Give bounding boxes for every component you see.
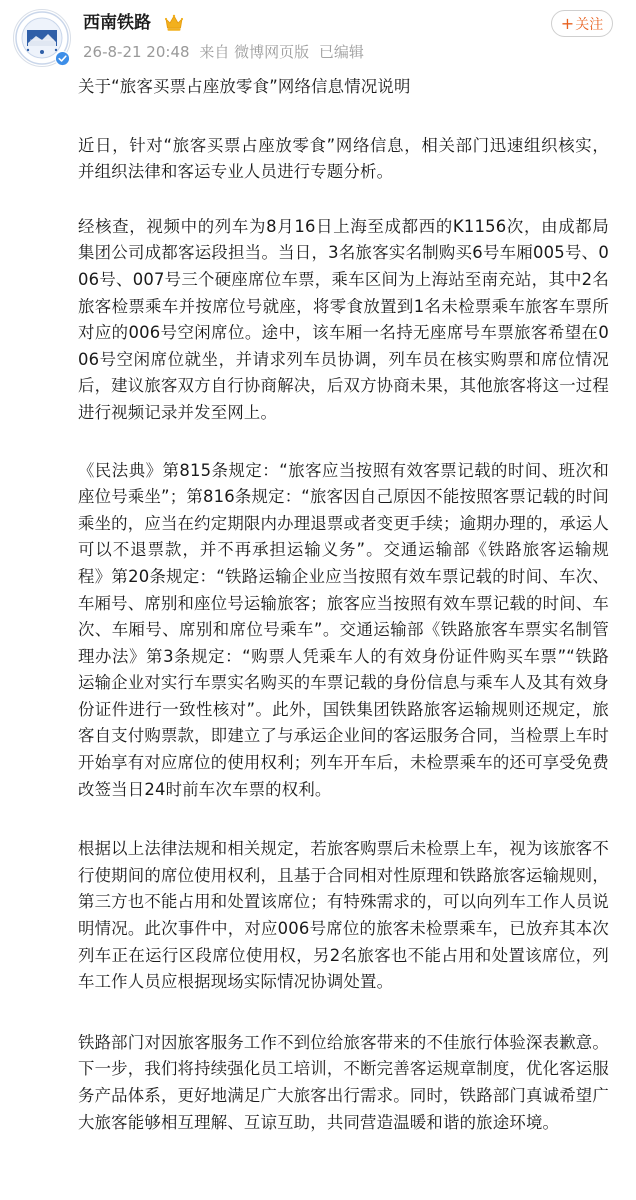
follow-button[interactable]	[551, 10, 613, 37]
crown-vip-icon[interactable]	[163, 13, 185, 33]
article-paragraph: 经核查，视频中的列车为8月16日上海至成都西的K1156次，由成都局集团公司成都客运段担当。当日，3名旅客实名制购买6号车厢005号、006号、007号三个硬座席位车票，乘车区间为上海站至南充站，其中2名旅客检票乘车并按席位号就座，将零食放置到1名未检票乘车旅客车票所对应的006号空闲席位。途中，该车厢一名持无座席号车票旅客希望在006号空闲席位就坐，并请求列车员协调，列车员在核实购票和席位情况后，建议旅客双方自行协商解决，后双方协商未果，其他旅客将这一过程进行视频记录并发至网上。	[78, 216, 609, 422]
article-paragraph: 铁路部门对因旅客服务工作不到位给旅客带来的不佳旅行体验深表歉意。下一步，我们将持续强化员工培训，不断完善客运规章制度，优化客运服务产品体系，更好地满足广大旅客出行需求。同时，铁路部门真诚希望广大旅客能够相互理解、互谅互助，共同营造温暖和谐的旅途环境。	[78, 1032, 609, 1132]
article-paragraph: 根据以上法律法规和相关规定，若旅客购票后未检票上车，视为该旅客不行使期间的席位使用权利，且基于合同相对性原理和铁路旅客运输规则，第三方也不能占用和处置该席位；有特殊需求的，可以向列车工作人员说明情况。此次事件中，对应006号席位的旅客未检票乘车，已放弃其本次列车正在运行区段席位使用权，另2名旅客也不能占用和处置该席位，列车工作人员应根据现场实际情况协调处置。	[78, 839, 609, 992]
post-edited[interactable]: 已编辑	[318, 43, 364, 61]
post-body	[0, 74, 636, 1136]
verified-badge-icon	[55, 51, 70, 66]
post-header	[0, 0, 636, 70]
author-name[interactable]: 西南铁路	[83, 13, 151, 33]
post-date[interactable]: 26-8-21 20:48	[83, 43, 190, 61]
post-meta	[83, 42, 369, 62]
plus-icon: +	[560, 13, 575, 33]
article-paragraph: 《民法典》第815条规定：“旅客应当按照有效客票记载的时间、班次和座位号乘坐”；第816条规定：“旅客因自己原因不能按照客票记载的时间乘坐的，应当在约定期限内办理退票或者变更手续；逾期办理的，承运人可以不退票款，并不再承担运输义务”。交通运输部《铁路旅客运输规程》第20条规定：“铁路运输企业应当按照有效车票记载的时间、车次、车厢号、席别和座位号运输旅客；旅客应当按照有效车票记载的时间、车次、车厢号、席别和席位号乘车”。交通运输部《铁路旅客车票实名制管理办法》第3条规定：“购票人凭乘车人的有效身份证件购买车票”“铁路运输企业对实行车票实名购买的车票记载的身份信息与乘车人及其有效身份证件进行一致性核对”。此外，国铁集团铁路旅客运输规则还规定，旅客自支付购票款，即建立了与承运企业间的客运服务合同，当检票上车时开始享有对应席位的使用权利；列车开车后，未检票乘车的还可享受免费改签当日24时前车次车票的权利。	[78, 460, 609, 799]
article-title: 关于“旅客买票占座放零食”网络信息情况说明	[78, 77, 411, 96]
article-paragraph: 近日，针对“旅客买票占座放零食”网络信息，相关部门迅速组织核实，并组织法律和客运专业人员进行专题分析。	[78, 135, 609, 182]
post-source: 来自 微博网页版	[199, 43, 310, 61]
follow-label: 关注	[575, 16, 604, 33]
